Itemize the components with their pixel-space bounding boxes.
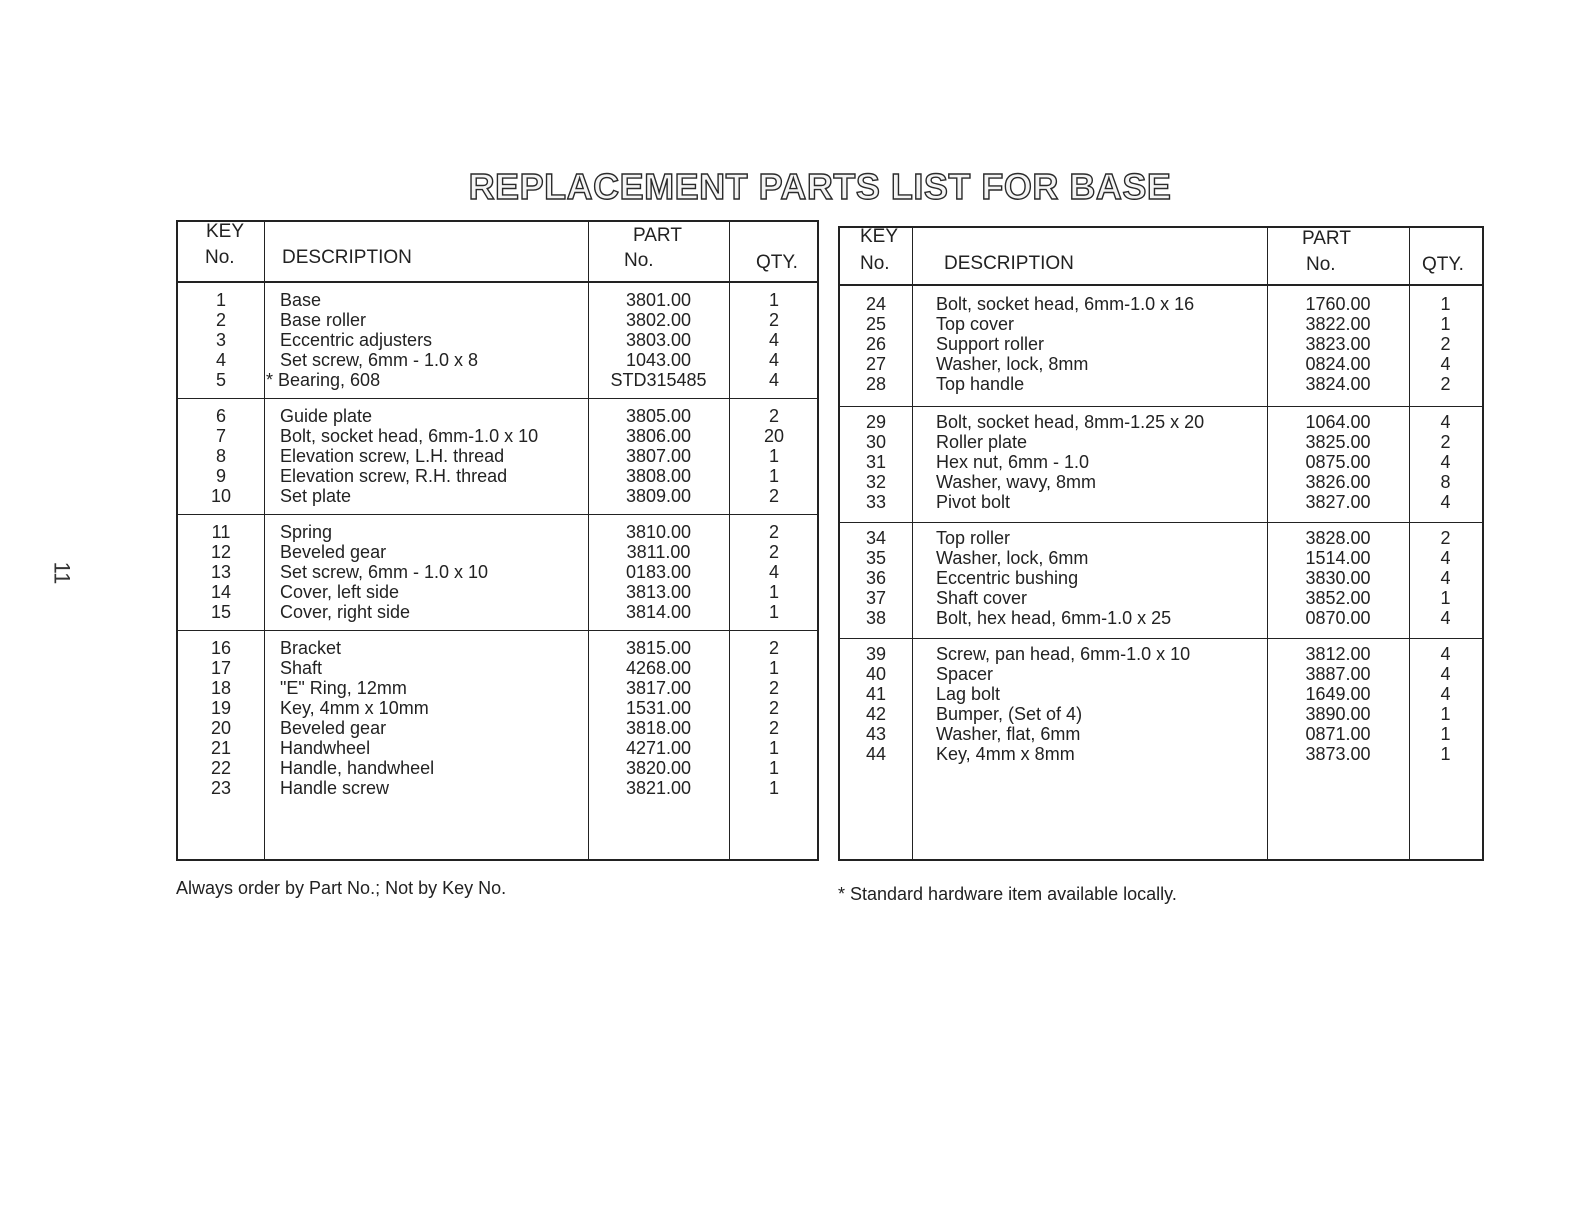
key-no: 44: [865, 744, 887, 764]
table-row: [178, 758, 817, 778]
table-row: [178, 466, 817, 486]
header-part-line2: No.: [624, 250, 654, 271]
description: Cover, left side: [280, 582, 400, 602]
table-row: [840, 412, 1482, 432]
part-no: 3828.00: [1305, 528, 1371, 548]
key-no: 42: [865, 704, 887, 724]
table-row: [840, 432, 1482, 452]
key-no: 14: [210, 582, 232, 602]
key-no: 12: [210, 542, 232, 562]
part-no: 3820.00: [625, 758, 692, 778]
description: Eccentric adjusters: [280, 330, 433, 350]
key-no: 34: [865, 528, 887, 548]
part-no: 3803.00: [625, 330, 692, 350]
part-no: 3826.00: [1305, 472, 1371, 492]
part-no: 0871.00: [1305, 724, 1371, 744]
qty: 4: [768, 330, 779, 350]
qty: 1: [1440, 294, 1451, 314]
table-row: [178, 542, 817, 562]
table-row: [840, 608, 1482, 628]
part-no: 3824.00: [1305, 374, 1371, 394]
table-row: [840, 472, 1482, 492]
part-no: 3814.00: [625, 602, 692, 622]
description: Set screw, 6mm - 1.0 x 8: [280, 350, 479, 370]
header-part-line1: PART: [633, 225, 682, 246]
key-no: 41: [865, 684, 887, 704]
qty: 1: [1440, 724, 1451, 744]
footnote-order-info: Always order by Part No.; Not by Key No.: [176, 878, 507, 898]
qty: 4: [1440, 452, 1451, 472]
table-header: [178, 222, 817, 283]
part-no: 3811.00: [626, 542, 691, 562]
qty: 2: [768, 638, 779, 658]
table-row: [178, 638, 817, 658]
key-no: 17: [210, 658, 232, 678]
key-no: 32: [865, 472, 887, 492]
qty: 1: [768, 582, 779, 602]
table-row: [178, 446, 817, 466]
description: Handle, handwheel: [280, 758, 435, 778]
description: Base roller: [280, 310, 367, 330]
description: Elevation screw, R.H. thread: [280, 466, 508, 486]
qty: 1: [1440, 744, 1451, 764]
table-row: [178, 290, 817, 310]
qty: 4: [768, 350, 779, 370]
qty: 2: [768, 522, 779, 542]
qty: 1: [1440, 314, 1451, 334]
qty: 4: [768, 562, 779, 582]
header-key-line2: No.: [205, 247, 235, 268]
table-row: [178, 678, 817, 698]
qty: 1: [768, 446, 779, 466]
qty: 4: [1440, 412, 1451, 432]
part-no: STD315485: [610, 370, 707, 390]
description: Handwheel: [280, 738, 371, 758]
key-no: 16: [210, 638, 232, 658]
qty: 2: [768, 678, 779, 698]
page-number: 11: [49, 561, 75, 585]
key-no: 18: [210, 678, 232, 698]
row-group: [840, 284, 1482, 407]
qty: 2: [768, 310, 779, 330]
qty: 4: [1440, 548, 1451, 568]
description: Key, 4mm x 10mm: [280, 698, 429, 718]
description: Base: [280, 290, 322, 310]
description: Washer, lock, 6mm: [936, 548, 1089, 568]
row-group: [178, 281, 817, 399]
qty: 4: [1440, 568, 1451, 588]
part-no: 3813.00: [625, 582, 692, 602]
description: Key, 4mm x 8mm: [936, 744, 1075, 764]
qty: 1: [768, 602, 779, 622]
table-row: [840, 492, 1482, 512]
qty: 1: [768, 758, 779, 778]
row-group: [840, 522, 1482, 639]
row-group: [178, 398, 817, 515]
header-description: DESCRIPTION: [944, 253, 1074, 274]
table-row: [840, 644, 1482, 664]
header-key-line2: No.: [860, 253, 890, 274]
qty: 2: [768, 542, 779, 562]
table-row: [178, 406, 817, 426]
description: Top cover: [936, 314, 1015, 334]
description: Spring: [280, 522, 333, 542]
part-no: 3812.00: [1305, 644, 1371, 664]
qty: 4: [768, 370, 779, 390]
qty: 2: [1440, 432, 1451, 452]
part-no: 3806.00: [625, 426, 692, 446]
page-title: REPLACEMENT PARTS LIST FOR BASE: [468, 166, 1172, 207]
part-no: 1514.00: [1305, 548, 1371, 568]
table-row: [840, 452, 1482, 472]
part-no: 3805.00: [625, 406, 692, 426]
qty: 4: [1440, 644, 1451, 664]
qty: 1: [768, 290, 779, 310]
description: Washer, lock, 8mm: [936, 354, 1089, 374]
description: Cover, right side: [280, 602, 411, 622]
part-no: 0870.00: [1305, 608, 1371, 628]
key-no: 28: [865, 374, 887, 394]
table-row: [178, 562, 817, 582]
qty: 4: [1440, 684, 1451, 704]
table-row: [178, 658, 817, 678]
table-row: [178, 778, 817, 798]
qty: 2: [768, 718, 779, 738]
description: * Bearing, 608: [266, 370, 381, 390]
description: Pivot bolt: [936, 492, 1011, 512]
part-no: 3817.00: [625, 678, 692, 698]
description: Bumper, (Set of 4): [936, 704, 1083, 724]
description: Support roller: [936, 334, 1045, 354]
part-no: 3808.00: [625, 466, 692, 486]
header-part-line2: No.: [1306, 254, 1336, 275]
key-no: 30: [865, 432, 887, 452]
key-no: 1: [215, 290, 226, 310]
key-no: 37: [865, 588, 887, 608]
qty: 4: [1440, 608, 1451, 628]
key-no: 43: [865, 724, 887, 744]
key-no: 15: [210, 602, 232, 622]
description: Spacer: [936, 664, 994, 684]
parts-table-left: [176, 220, 819, 861]
part-no: 3887.00: [1305, 664, 1371, 684]
qty: 2: [1440, 334, 1451, 354]
qty: 1: [768, 466, 779, 486]
table-row: [840, 548, 1482, 568]
header-qty: QTY.: [1422, 254, 1464, 275]
part-no: 3827.00: [1305, 492, 1371, 512]
table-row: [178, 602, 817, 622]
header-key-line1: KEY: [860, 226, 899, 247]
part-no: 1760.00: [1305, 294, 1371, 314]
part-no: 4268.00: [625, 658, 692, 678]
table-row: [840, 354, 1482, 374]
part-no: 3830.00: [1305, 568, 1371, 588]
key-no: 39: [865, 644, 887, 664]
description: Shaft: [280, 658, 323, 678]
description: Handle screw: [280, 778, 390, 798]
description: Beveled gear: [280, 718, 387, 738]
qty: 2: [1440, 528, 1451, 548]
table-row: [178, 426, 817, 446]
table-row: [178, 522, 817, 542]
part-no: 4271.00: [625, 738, 692, 758]
part-no: 3873.00: [1305, 744, 1371, 764]
key-no: 8: [215, 446, 226, 466]
table-row: [840, 568, 1482, 588]
table-header: [840, 228, 1482, 286]
description: Guide plate: [280, 406, 373, 426]
key-no: 10: [210, 486, 232, 506]
description: Washer, wavy, 8mm: [936, 472, 1097, 492]
table-row: [178, 698, 817, 718]
header-part-line1: PART: [1302, 228, 1351, 249]
key-no: 23: [210, 778, 232, 798]
part-no: 3810.00: [625, 522, 692, 542]
table-row: [840, 724, 1482, 744]
key-no: 22: [210, 758, 232, 778]
header-key-line1: KEY: [206, 221, 245, 242]
key-no: 36: [865, 568, 887, 588]
table-row: [178, 486, 817, 506]
table-row: [840, 684, 1482, 704]
part-no: 0875.00: [1305, 452, 1371, 472]
part-no: 1531.00: [625, 698, 692, 718]
qty: 2: [768, 698, 779, 718]
description: Lag bolt: [936, 684, 1001, 704]
key-no: 9: [215, 466, 226, 486]
key-no: 11: [211, 522, 231, 542]
key-no: 31: [865, 452, 887, 472]
qty: 1: [768, 778, 779, 798]
row-group: [840, 406, 1482, 523]
qty: 4: [1440, 664, 1451, 684]
part-no: 3823.00: [1305, 334, 1371, 354]
key-no: 26: [865, 334, 887, 354]
table-row: [178, 370, 817, 390]
table-row: [840, 314, 1482, 334]
description: Elevation screw, L.H. thread: [280, 446, 505, 466]
description: Bolt, socket head, 6mm-1.0 x 16: [936, 294, 1195, 314]
description: Top roller: [936, 528, 1011, 548]
part-no: 3822.00: [1305, 314, 1371, 334]
table-row: [840, 744, 1482, 764]
header-qty: QTY.: [756, 252, 798, 273]
key-no: 20: [210, 718, 232, 738]
part-no: 3852.00: [1305, 588, 1371, 608]
qty: 1: [768, 658, 779, 678]
description: Set screw, 6mm - 1.0 x 10: [280, 562, 489, 582]
key-no: 5: [215, 370, 226, 390]
qty: 1: [1440, 588, 1451, 608]
description: Bolt, socket head, 8mm-1.25 x 20: [936, 412, 1205, 432]
part-no: 0183.00: [625, 562, 692, 582]
qty: 4: [1440, 492, 1451, 512]
qty: 2: [768, 406, 779, 426]
key-no: 4: [215, 350, 226, 370]
row-group: [178, 514, 817, 631]
table-row: [840, 588, 1482, 608]
description: Set plate: [280, 486, 352, 506]
description: Bolt, socket head, 6mm-1.0 x 10: [280, 426, 539, 446]
key-no: 29: [865, 412, 887, 432]
part-no: 3890.00: [1305, 704, 1371, 724]
row-group: [840, 638, 1482, 859]
key-no: 25: [865, 314, 887, 334]
part-no: 1043.00: [625, 350, 692, 370]
table-row: [178, 350, 817, 370]
part-no: 3815.00: [625, 638, 692, 658]
key-no: 35: [865, 548, 887, 568]
table-row: [840, 704, 1482, 724]
key-no: 24: [865, 294, 887, 314]
part-no: 3801.00: [625, 290, 692, 310]
key-no: 38: [865, 608, 887, 628]
description: Screw, pan head, 6mm-1.0 x 10: [936, 644, 1191, 664]
part-no: 3802.00: [625, 310, 692, 330]
table-row: [840, 664, 1482, 684]
parts-table-right: [838, 226, 1484, 861]
part-no: 3821.00: [625, 778, 692, 798]
table-row: [178, 718, 817, 738]
key-no: 6: [215, 406, 226, 426]
header-description: DESCRIPTION: [282, 247, 412, 268]
description: Eccentric bushing: [936, 568, 1079, 588]
part-no: 3825.00: [1305, 432, 1371, 452]
table-row: [178, 310, 817, 330]
row-group: [178, 630, 817, 859]
key-no: 40: [865, 664, 887, 684]
qty: 8: [1440, 472, 1451, 492]
part-no: 1649.00: [1305, 684, 1371, 704]
qty: 4: [1440, 354, 1451, 374]
key-no: 13: [210, 562, 232, 582]
qty: 20: [763, 426, 785, 446]
key-no: 27: [865, 354, 887, 374]
key-no: 2: [215, 310, 226, 330]
part-no: 3809.00: [625, 486, 692, 506]
table-row: [840, 294, 1482, 314]
table-row: [840, 374, 1482, 394]
description: Shaft cover: [936, 588, 1028, 608]
table-row: [840, 334, 1482, 354]
part-no: 0824.00: [1305, 354, 1371, 374]
qty: 2: [768, 486, 779, 506]
key-no: 7: [215, 426, 226, 446]
table-row: [840, 528, 1482, 548]
part-no: 1064.00: [1305, 412, 1371, 432]
key-no: 33: [865, 492, 887, 512]
description: Washer, flat, 6mm: [936, 724, 1081, 744]
part-no: 3807.00: [625, 446, 692, 466]
description: Top handle: [936, 374, 1025, 394]
description: "E" Ring, 12mm: [280, 678, 407, 698]
description: Bolt, hex head, 6mm-1.0 x 25: [936, 608, 1172, 628]
key-no: 3: [215, 330, 226, 350]
key-no: 21: [210, 738, 232, 758]
qty: 1: [1440, 704, 1451, 724]
part-no: 3818.00: [625, 718, 692, 738]
footnote-standard-hardware: * Standard hardware item available locally.: [838, 884, 1177, 904]
description: Hex nut, 6mm - 1.0: [936, 452, 1090, 472]
qty: 1: [768, 738, 779, 758]
key-no: 19: [210, 698, 232, 718]
qty: 2: [1440, 374, 1451, 394]
table-row: [178, 330, 817, 350]
table-row: [178, 582, 817, 602]
description: Bracket: [280, 638, 342, 658]
description: Beveled gear: [280, 542, 387, 562]
table-row: [178, 738, 817, 758]
description: Roller plate: [936, 432, 1028, 452]
